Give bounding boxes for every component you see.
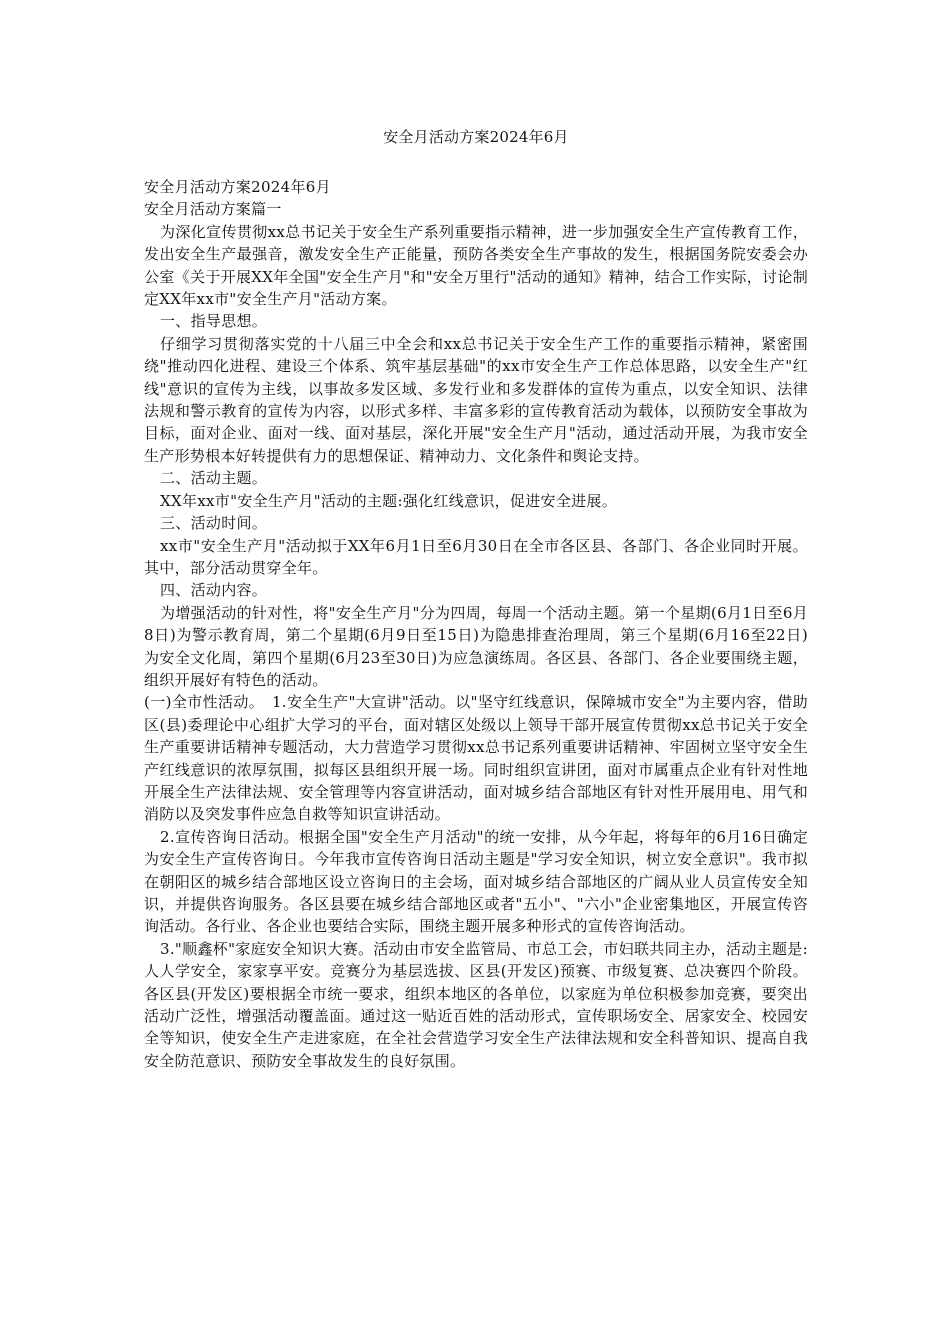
document-title: 安全月活动方案2024年6月: [383, 128, 569, 146]
paragraph: 3."顺鑫杯"家庭安全知识大赛。活动由市安全监管局、市总工会，市妇联共同主办，活动主题是:人人学安全，家家享平安。竞赛分为基层选拔、区县(开发区)预赛、市级复赛、总决赛四个阶段。各区县(开发区)要根据全市统一要求，组织本地区的各单位，以家庭为单位积极参加竞赛，要突出活动广泛性，增强活动覆盖面。通过这一贴近百姓的活动形式，宣传职场安全、居家安全、校园安全等知识，使安全生产走进家庭，在全社会营造学习安全生产法律法规和安全科普知识、提高自我安全防范意识、预防安全事故发生的良好氛围。: [144, 939, 808, 1070]
document-body: [144, 176, 808, 1072]
paragraph: 2.宣传咨询日活动。根据全国"安全生产月活动"的统一安排，从今年起，将每年的6月16日确定为安全生产宣传咨询日。今年我市宣传咨询日活动主题是"学习安全知识，树立安全意识"。我市拟在朝阳区的城乡结合部地区设立咨询日的主会场，面对城乡结合部地区的广阔从业人员宣传安全知识，并提供咨询服务。各区县要在城乡结合部地区或者"五小"、"六小"企业密集地区，开展宣传咨询活动。各行业、各企业也要结合实际，围绕主题开展多种形式的宣传咨询活动。: [144, 827, 808, 936]
paragraph: 一、指导思想。: [160, 312, 268, 331]
paragraph: XX年xx市"安全生产月"活动的主题:强化红线意识，促进安全进展。: [160, 491, 618, 510]
paragraph: 四、活动内容。: [160, 581, 268, 600]
paragraph: 安全月活动方案2024年6月: [144, 178, 331, 196]
paragraph: xx市"安全生产月"活动拟于XX年6月1日至6月30日在全市各区县、各部门、各企业同时开展。其中，部分活动贯穿全年。: [144, 536, 808, 577]
paragraph: 安全月活动方案篇一: [144, 200, 282, 219]
paragraph: 为深化宣传贯彻xx总书记关于安全生产系列重要指示精神，进一步加强安全生产宣传教育工作，发出安全生产最强音，激发安全生产正能量，预防各类安全生产事故的发生，根据国务院安委会办公室《关于开展XX年全国"安全生产月"和"安全万里行"活动的通知》精神，结合工作实际，讨论制定XX年xx市"安全生产月"活动方案。: [144, 222, 808, 309]
paragraph: (一)全市性活动。 1.安全生产"大宣讲"活动。以"坚守红线意识，保障城市安全"为主要内容，借助区(县)委理论中心组扩大学习的平台，面对辖区处级以上领导干部开展宣传贯彻xx总书记关于安全生产重要讲话精神专题活动，大力营造学习贯彻xx总书记系列重要讲话精神、牢固树立坚守安全生产红线意识的浓厚氛围，拟每区县组织开展一场。同时组织宣讲团，面对市属重点企业有针对性地开展全生产法律法规、安全管理等内容宣讲活动，面对城乡结合部地区有针对性开展用电、用气和消防以及突发事件应急自救等知识宣讲活动。: [144, 693, 808, 824]
paragraph: 为增强活动的针对性，将"安全生产月"分为四周，每周一个活动主题。第一个星期(6月1日至6月8日)为警示教育周，第二个星期(6月9日至15日)为隐患排查治理周，第三个星期(6月16至22日)为安全文化周，第四个星期(6月23至30日)为应急演练周。各区县、各部门、各企业要围绕主题，组织开展好有特色的活动。: [144, 603, 808, 689]
paragraph: 二、活动主题。: [160, 469, 268, 488]
paragraph: 三、活动时间。: [160, 514, 268, 533]
paragraph: 仔细学习贯彻落实党的十八届三中全会和xx总书记关于安全生产工作的重要指示精神，紧密围绕"推动四化进程、建设三个体系、筑牢基层基础"的xx市安全生产工作总体思路，以安全生产"红线"意识的宣传为主线，以事故多发区域、多发行业和多发群体的宣传为重点，以安全知识、法律法规和警示教育的宣传为内容，以形式多样、丰富多彩的宣传教育活动为载体，以预防安全事故为目标，面对企业、面对一线、面对基层，深化开展"安全生产月"活动，通过活动开展，为我市安全生产形势根本好转提供有力的思想保证、精神动力、文化条件和舆论支持。: [144, 334, 808, 465]
